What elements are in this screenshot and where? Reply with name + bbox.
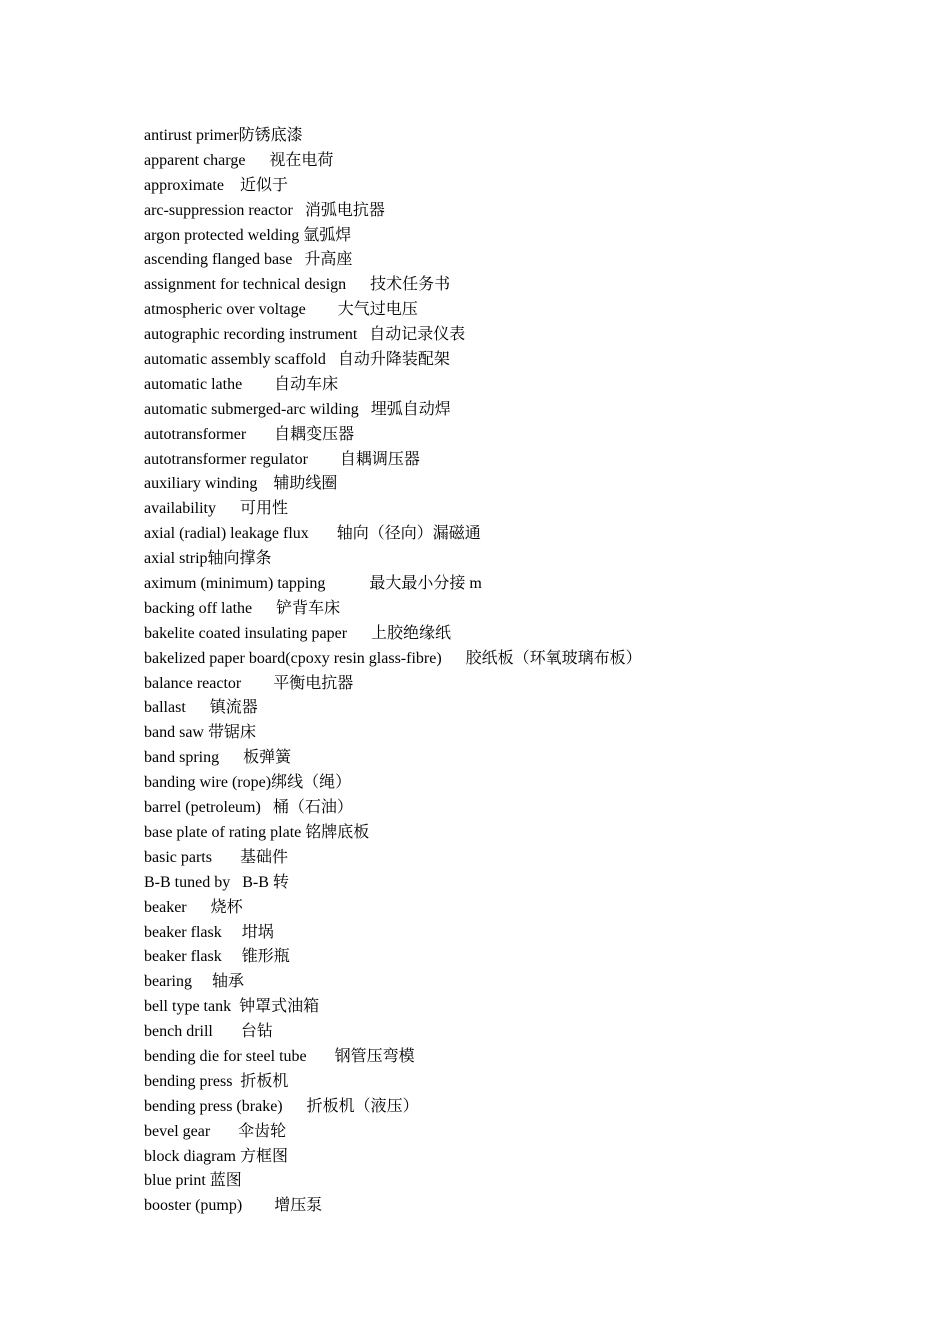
glossary-entry: beaker 烧杯 — [144, 898, 243, 916]
glossary-entry: bench drill 台钻 — [144, 1023, 273, 1041]
glossary-entry: automatic assembly scaffold 自动升降装配架 — [144, 351, 450, 369]
glossary-entry: blue print 蓝图 — [144, 1172, 242, 1190]
glossary-entry: band saw 带锯床 — [144, 724, 256, 742]
glossary-entry: base plate of rating plate 铭牌底板 — [144, 823, 370, 841]
glossary-entry: ballast 镇流器 — [144, 699, 258, 717]
glossary-entry: autotransformer regulator 自耦调压器 — [144, 450, 420, 468]
glossary-entry: bending press 折板机 — [144, 1072, 289, 1090]
glossary-entry: balance reactor 平衡电抗器 — [144, 674, 354, 692]
glossary-entry: backing off lathe 铲背车床 — [144, 599, 341, 617]
glossary-entry: bakelite coated insulating paper 上胶绝缘纸 — [144, 624, 452, 642]
glossary-entry: auxiliary winding 辅助线圈 — [144, 475, 338, 493]
glossary-entry: beaker flask 锥形瓶 — [144, 948, 290, 966]
glossary-entry: booster (pump) 增压泵 — [144, 1197, 323, 1215]
glossary-entry: bevel gear 伞齿轮 — [144, 1122, 287, 1140]
glossary-entry: axial strip轴向撑条 — [144, 550, 272, 568]
glossary-entry: approximate 近似于 — [144, 176, 288, 194]
glossary-entry: bakelized paper board(cpoxy resin glass-fibre) 胶纸板（环氧玻璃布板） — [144, 649, 642, 667]
glossary-entry: basic parts 基础件 — [144, 848, 288, 866]
glossary-list — [144, 124, 642, 1219]
glossary-entry: axial (radial) leakage flux 轴向（径向）漏磁通 — [144, 525, 481, 543]
glossary-entry: beaker flask 坩埚 — [144, 923, 274, 941]
glossary-entry: arc-suppression reactor 消弧电抗器 — [144, 201, 385, 219]
glossary-entry: atmospheric over voltage 大气过电压 — [144, 301, 418, 319]
glossary-entry: automatic lathe 自动车床 — [144, 375, 339, 393]
glossary-entry: aximum (minimum) tapping 最大最小分接 m — [144, 575, 482, 593]
glossary-entry: antirust primer防锈底漆 — [144, 127, 303, 144]
glossary-entry: argon protected welding 氩弧焊 — [144, 226, 352, 244]
glossary-entry: band spring 板弹簧 — [144, 749, 292, 767]
glossary-entry: banding wire (rope)绑线（绳） — [144, 774, 352, 792]
glossary-entry: assignment for technical design 技术任务书 — [144, 276, 451, 294]
glossary-entry: automatic submerged-arc wilding 埋弧自动焊 — [144, 400, 451, 418]
glossary-entry: autotransformer 自耦变压器 — [144, 425, 355, 443]
glossary-entry: apparent charge 视在电荷 — [144, 151, 334, 169]
glossary-entry: autographic recording instrument 自动记录仪表 — [144, 326, 466, 344]
glossary-entry: bell type tank 钟罩式油箱 — [144, 998, 320, 1016]
glossary-entry: ascending flanged base 升高座 — [144, 251, 353, 269]
glossary-entry: block diagram 方框图 — [144, 1147, 288, 1165]
glossary-entry: B-B tuned by B-B 转 — [144, 873, 289, 891]
glossary-entry: bearing 轴承 — [144, 973, 244, 991]
glossary-entry: availability 可用性 — [144, 500, 288, 518]
glossary-entry: barrel (petroleum) 桶（石油） — [144, 799, 353, 817]
glossary-entry: bending press (brake) 折板机（液压） — [144, 1097, 419, 1115]
glossary-entry: bending die for steel tube 钢管压弯模 — [144, 1047, 415, 1065]
